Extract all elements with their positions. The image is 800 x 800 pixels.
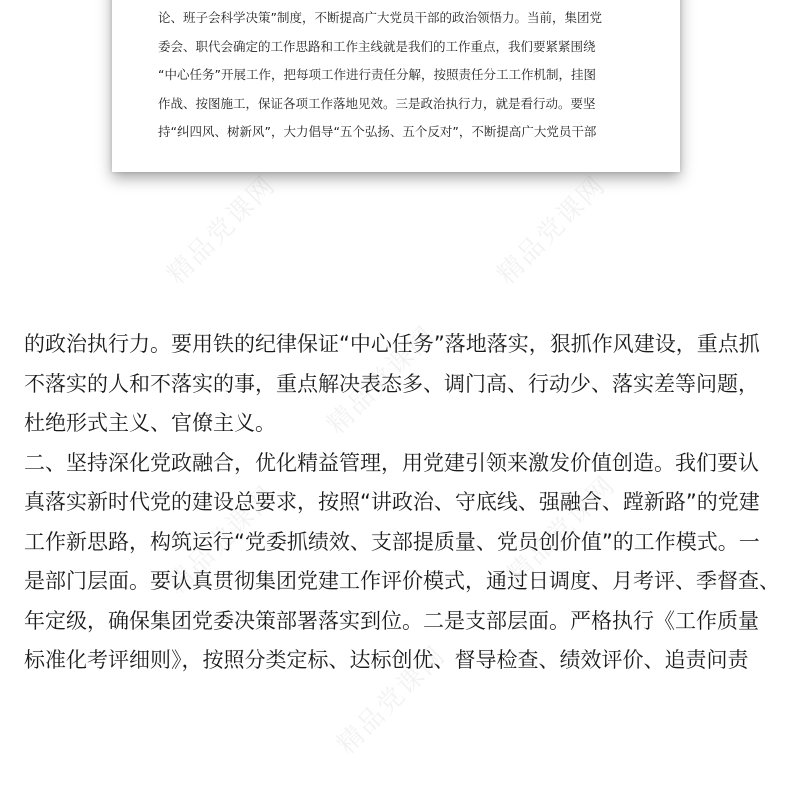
body-line: 杜绝形式主义、官僚主义。 bbox=[24, 411, 276, 435]
body-text bbox=[24, 325, 780, 681]
preview-line: 作战、按图施工，保证各项工作落地见效。三是政治执行力，就是看行动。要坚 bbox=[158, 95, 596, 111]
preview-line: 持“纠四风、树新风”，大力倡导“五个弘扬、五个反对”，不断提高广大党员干部 bbox=[158, 124, 597, 139]
watermark: 精品党课网 bbox=[501, 470, 622, 591]
body-line: 工作新思路，构筑运行“党委抓绩效、支部提质量、党员创价值”的工作模式。一 bbox=[24, 529, 760, 554]
preview-line: 论、班子会科学决策”制度，不断提高广大党员干部的政治领悟力。当前，集团党 bbox=[158, 10, 602, 25]
body-line: 不落实的人和不落实的事，重点解决表态多、调门高、行动少、落实差等问题， bbox=[24, 371, 759, 396]
preview-text bbox=[158, 4, 642, 147]
body-line: 年定级，确保集团党委决策部署落实到位。二是支部层面。严格执行《工作质量 bbox=[24, 608, 759, 633]
body-line: 是部门层面。要认真贯彻集团党建工作评价模式，通过日调度、月考评、季督查、 bbox=[24, 569, 780, 593]
watermark: 精品党课网 bbox=[491, 170, 612, 291]
preview-card bbox=[112, 0, 680, 172]
body-line: 二、坚持深化党政融合，优化精益管理，用党建引领来激发价值创造。我们要认 bbox=[24, 450, 759, 475]
body-line: 标准化考评细则》，按照分类定标、达标创优、督导检查、绩效评价、追责问责 bbox=[24, 648, 749, 672]
preview-line: “中心任务”开展工作，把每项工作进行责任分解，按照责任分工工作机制，挂图 bbox=[158, 67, 596, 82]
body-line: 真落实新时代党的建设总要求，按照“讲政治、守底线、强融合、蹚新路”的党建 bbox=[24, 490, 760, 514]
watermark: 精品党课网 bbox=[161, 480, 282, 601]
watermark: 精品党课网 bbox=[321, 320, 442, 441]
preview-line: 委会、职代会确定的工作思路和工作主线就是我们的工作重点，我们要紧紧围绕 bbox=[158, 38, 596, 54]
watermark: 精品党课网 bbox=[161, 170, 282, 291]
watermark: 精品党课网 bbox=[331, 640, 452, 761]
body-line: 的政治执行力。要用铁的纪律保证“中心任务”落地落实，狠抓作风建设，重点抓 bbox=[24, 332, 760, 356]
